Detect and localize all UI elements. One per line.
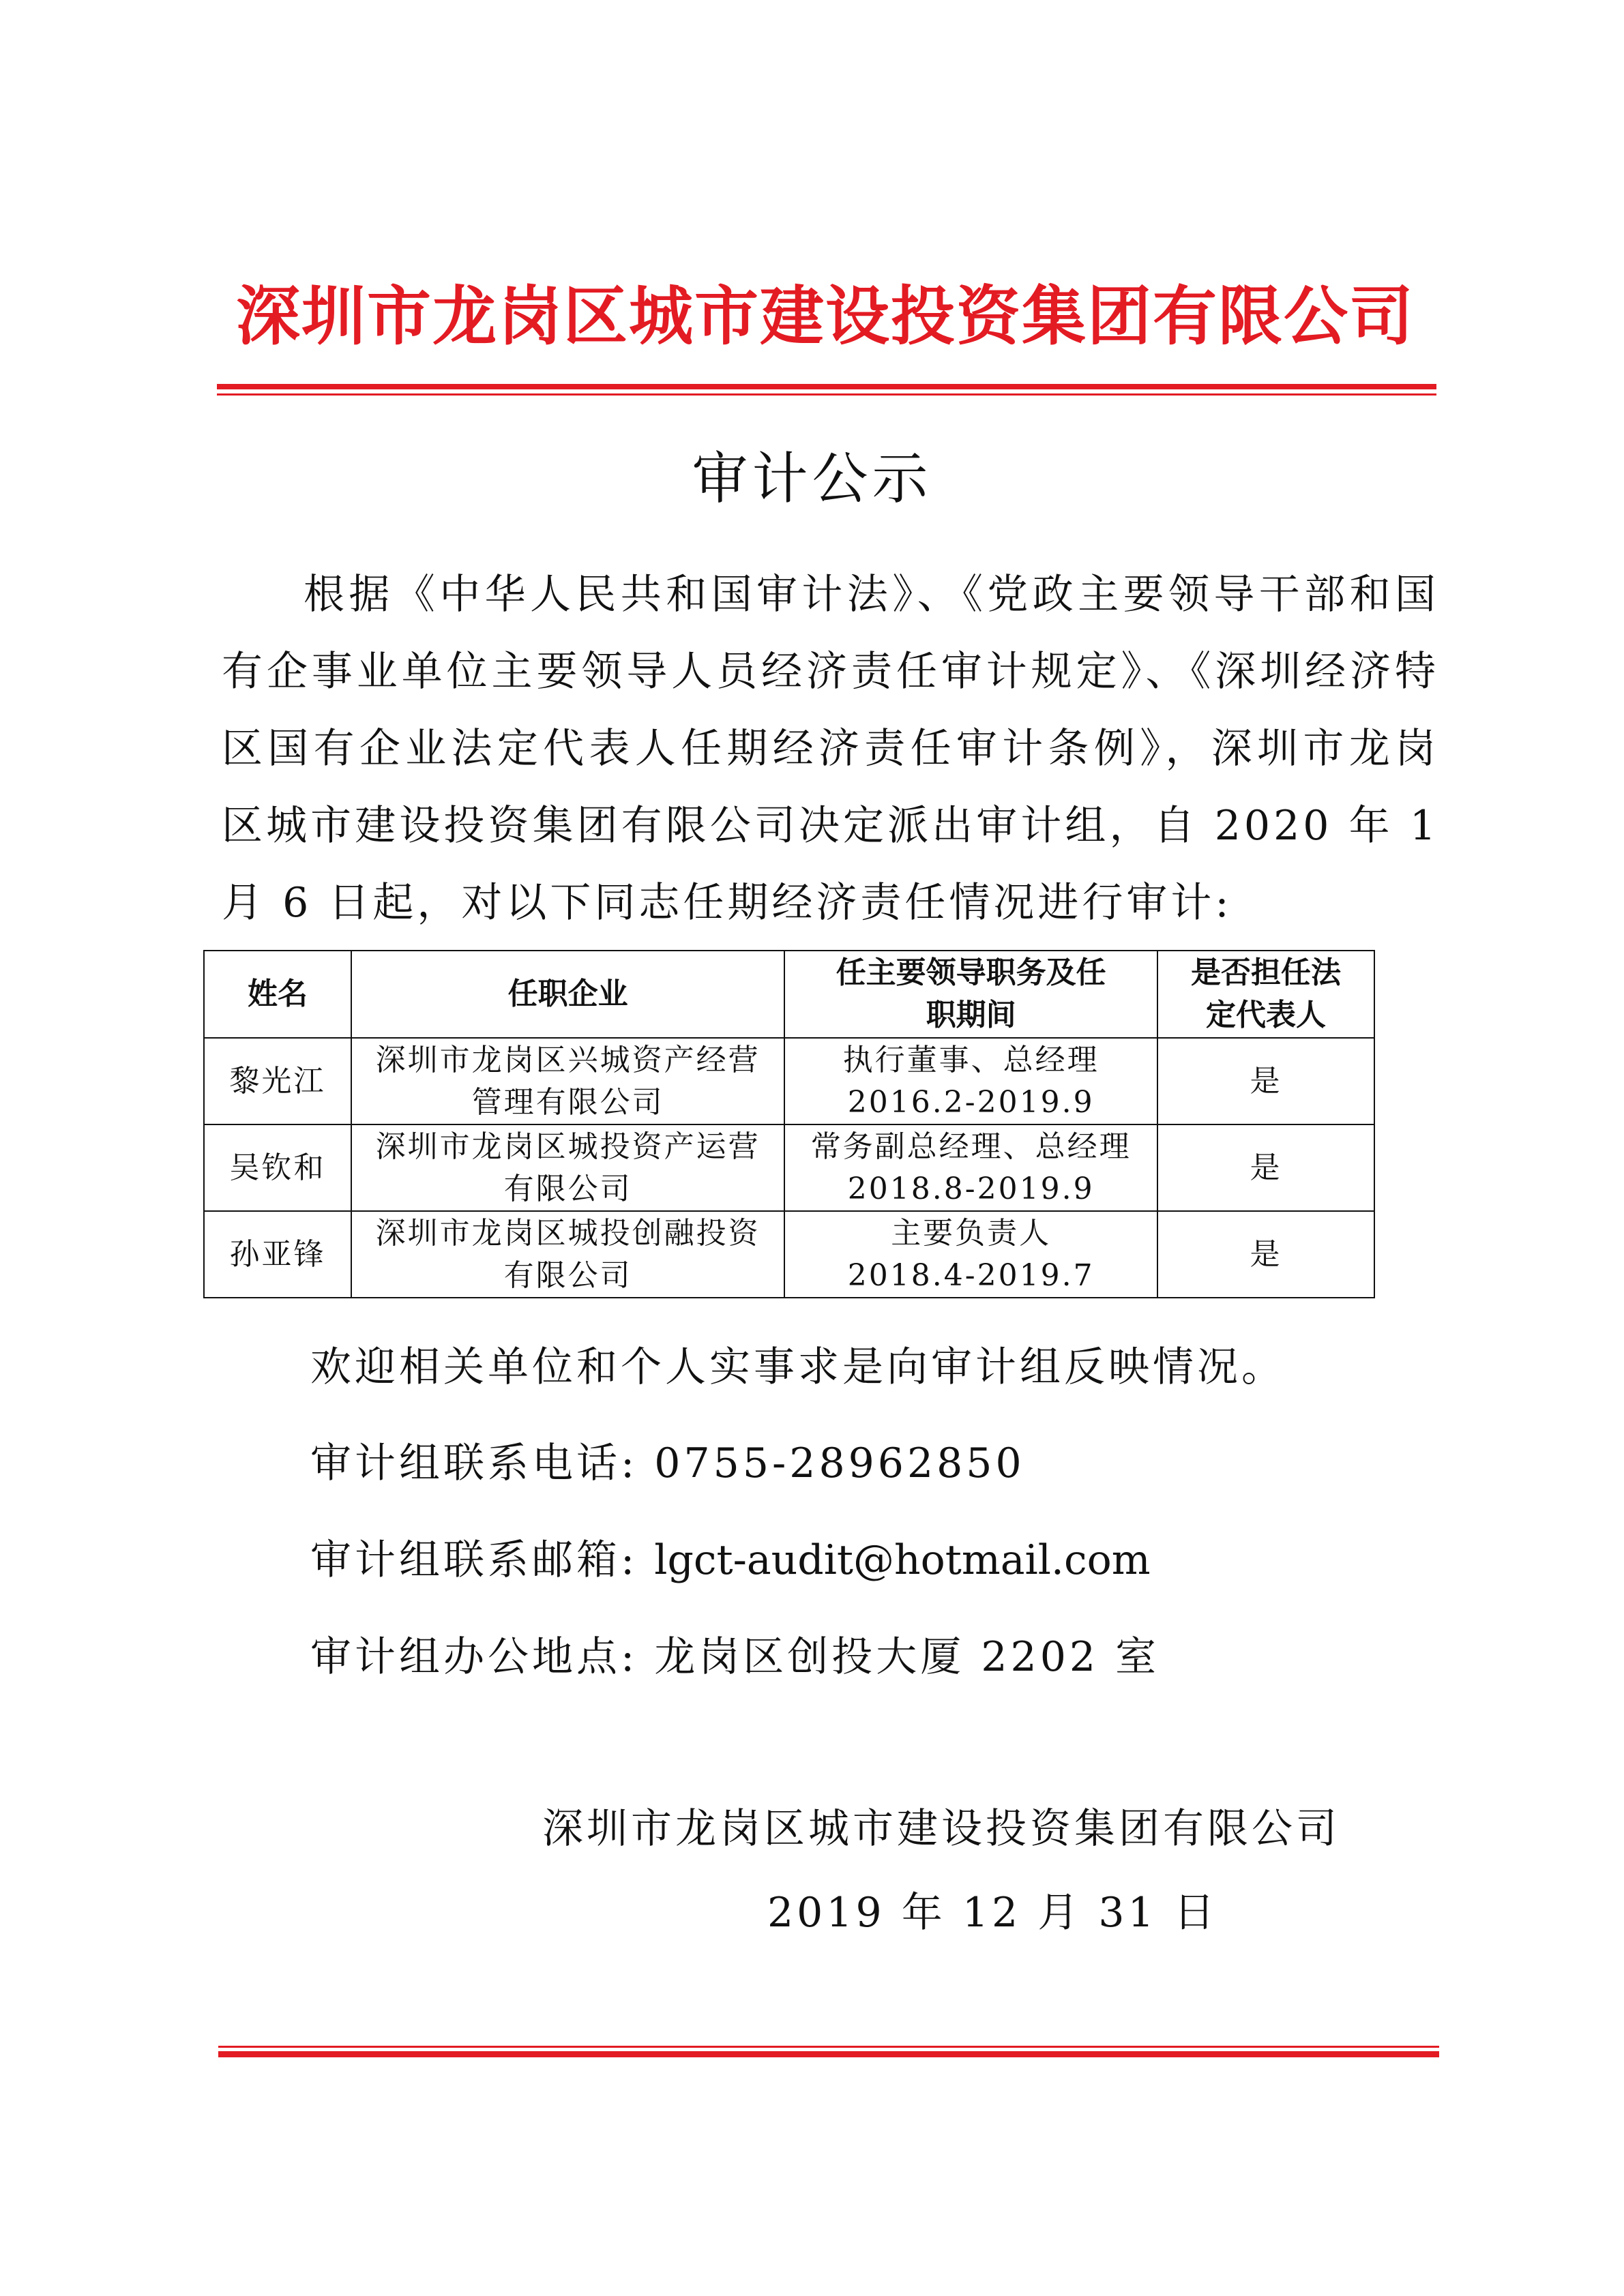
contact-phone-value: 0755-28962850 (654, 1440, 1025, 1487)
table-row (204, 1211, 1374, 1298)
header-position-period-text: 任主要领导职务及任职期间 (836, 955, 1106, 1032)
contact-office (310, 1623, 1160, 1691)
page-title: 审计公示 (692, 447, 932, 511)
cell-company (351, 1124, 785, 1211)
cell-position: 常务副总经理、总经理 (810, 1129, 1132, 1164)
table-row (204, 1038, 1374, 1124)
cell-period: 2018.4-2019.7 (847, 1257, 1095, 1293)
signature-org: 深圳市龙岗区城市建设投资集团有限公司 (542, 1805, 1340, 1853)
letterhead-org-name: 深圳市龙岗区城市建设投资集团有限公司 (235, 280, 1415, 354)
cell-position-period (784, 1038, 1157, 1124)
cell-position-period (784, 1124, 1157, 1211)
footer-rule-thin (218, 2046, 1439, 2048)
header-company: 任职企业 (351, 951, 785, 1038)
letterhead-rule-thin (217, 393, 1436, 396)
table-header-row (204, 951, 1374, 1038)
header-name: 姓名 (204, 951, 351, 1038)
signature-date: 2019 年 12 月 31 日 (767, 1889, 1218, 1937)
contact-phone (310, 1429, 1025, 1497)
header-legal-rep-text: 是否担任法定代表人 (1190, 955, 1341, 1032)
table-row (204, 1124, 1374, 1211)
header-position-period (784, 951, 1157, 1038)
cell-company-text: 深圳市龙岗区城投创融投资有限公司 (375, 1215, 761, 1293)
intro-paragraph: 根据《中华人民共和国审计法》、《党政主要领导干部和国有企事业单位主要领导人员经济责任审计规定》、《深圳经济特区国有企业法定代表人任期经济责任审计条例》，深圳市龙岗区城市建设投资集团有限公司决定派出审计组，自 2020 年 1 月 6 日起，对以下同志任期经济责任情况进行审计: (222, 571, 1439, 927)
footer-rule-thick (218, 2051, 1439, 2057)
contact-email-label: 审计组联系邮箱: (310, 1536, 638, 1584)
cell-company (351, 1211, 785, 1298)
cell-company (351, 1038, 785, 1124)
cell-name: 孙亚锋 (204, 1211, 351, 1298)
contact-phone-label: 审计组联系电话: (310, 1440, 638, 1487)
contact-email (310, 1526, 1151, 1594)
letterhead-rule-thick (217, 384, 1436, 389)
cell-position-period (784, 1211, 1157, 1298)
cell-position: 主要负责人 (891, 1215, 1052, 1251)
header-legal-rep (1157, 951, 1374, 1038)
cell-position: 执行董事、总经理 (842, 1042, 1099, 1077)
cell-company-text: 深圳市龙岗区兴城资产经营管理有限公司 (375, 1042, 761, 1120)
cell-legal-rep: 是 (1157, 1124, 1374, 1211)
contact-office-value: 龙岗区创投大厦 2202 室 (654, 1633, 1160, 1681)
cell-legal-rep: 是 (1157, 1038, 1374, 1124)
cell-name: 吴钦和 (204, 1124, 351, 1211)
cell-period: 2016.2-2019.9 (847, 1084, 1095, 1120)
welcome-text: 欢迎相关单位和个人实事求是向审计组反映情况。 (310, 1343, 1286, 1391)
contact-email-value: lgct-audit@hotmail.com (654, 1536, 1151, 1584)
audit-table (203, 950, 1375, 1298)
cell-name: 黎光江 (204, 1038, 351, 1124)
contact-office-label: 审计组办公地点: (310, 1633, 638, 1681)
cell-period: 2018.8-2019.9 (847, 1171, 1095, 1206)
cell-company-text: 深圳市龙岗区城投资产运营有限公司 (375, 1129, 761, 1206)
cell-legal-rep: 是 (1157, 1211, 1374, 1298)
